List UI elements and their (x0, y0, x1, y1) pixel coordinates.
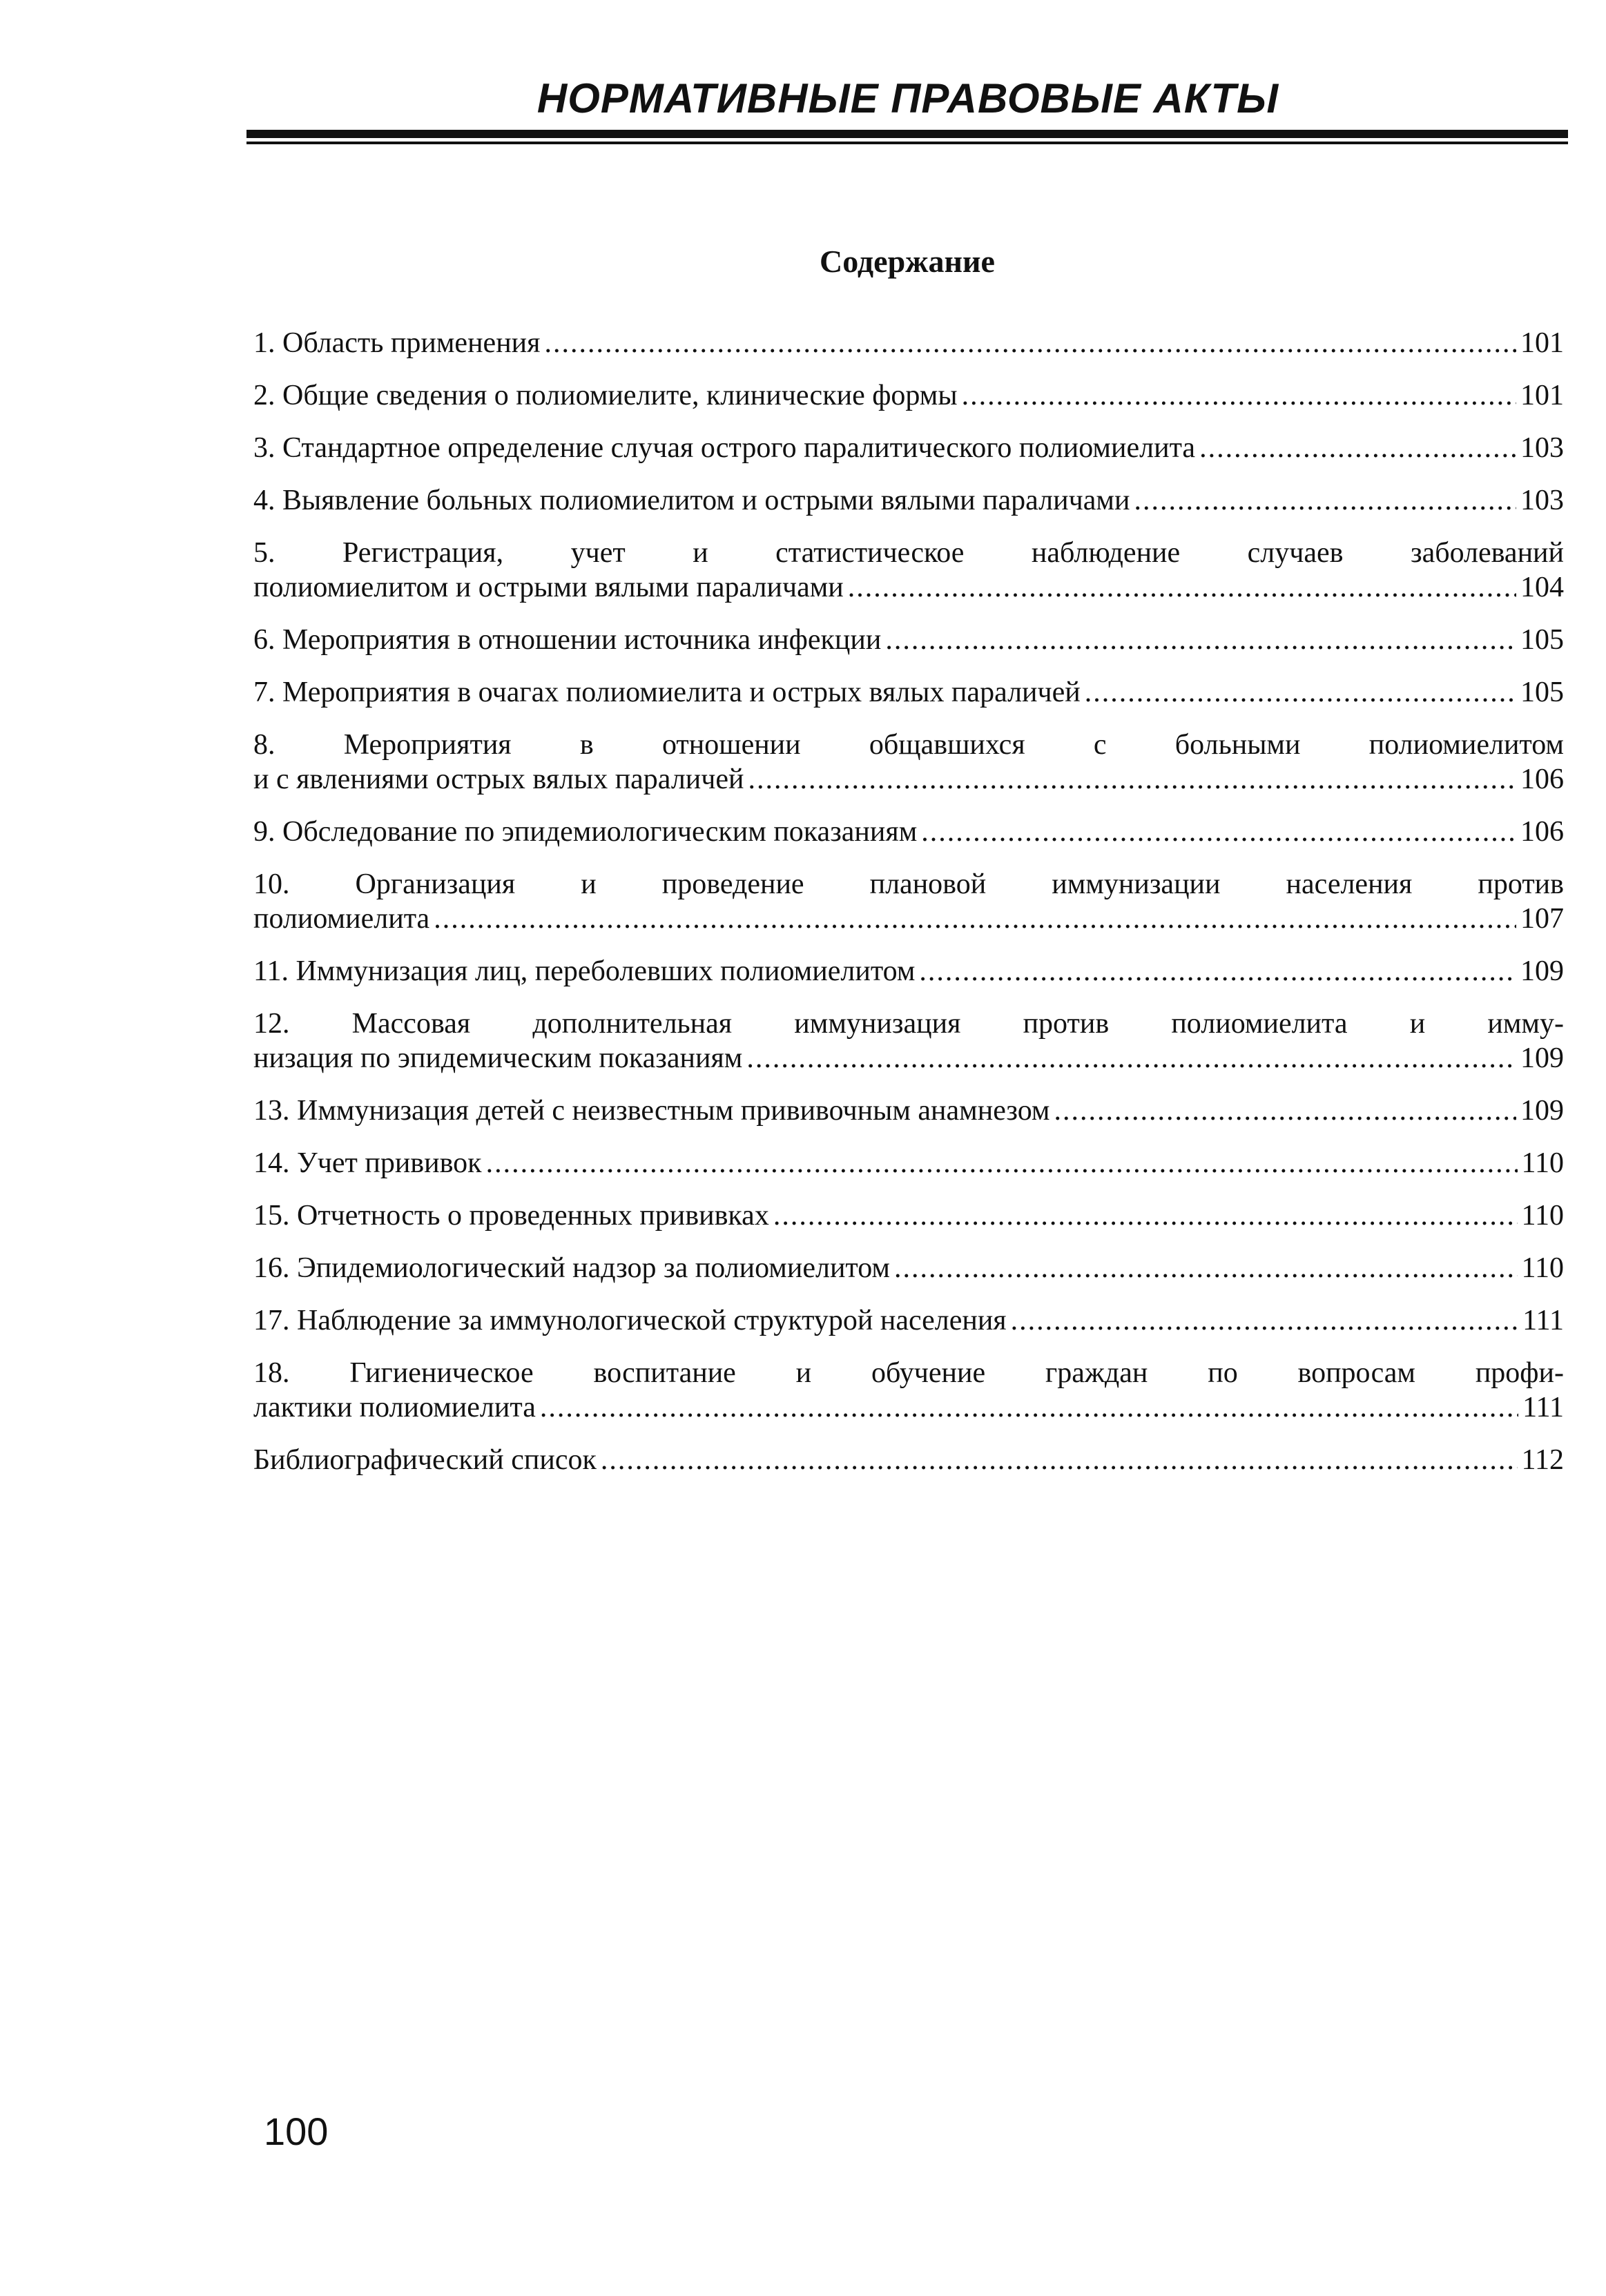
toc-entry-title: 2. Общие сведения о полиомиелите, клинические формы (253, 380, 958, 411)
toc-title: Содержание (820, 244, 995, 279)
toc-entry-row (253, 1093, 1564, 1128)
toc-entry-row (253, 326, 1564, 360)
toc-leader-dots (1134, 483, 1516, 518)
toc-leader-dots (921, 815, 1516, 849)
toc-entry-page: 109 (1520, 1042, 1564, 1074)
toc-entry-row (253, 902, 1564, 936)
toc-leader-dots (434, 902, 1516, 936)
toc-entry-page: 105 (1520, 677, 1564, 708)
toc-entry-page: 111 (1522, 1392, 1564, 1423)
toc-entry (253, 1251, 1564, 1285)
toc-entry (253, 867, 1564, 936)
toc-entry-row (253, 378, 1564, 413)
toc-entry-page: 105 (1520, 624, 1564, 656)
toc-entry-title: Библиографический список (253, 1444, 597, 1476)
toc-entry-row (253, 623, 1564, 657)
toc-entry-page: 106 (1520, 816, 1564, 848)
toc-entry-page: 103 (1520, 485, 1564, 516)
toc-entry (253, 815, 1564, 849)
toc-leader-dots (885, 623, 1516, 657)
toc-entry-row (253, 1198, 1564, 1233)
toc-leader-dots (540, 1390, 1518, 1425)
toc-entry (253, 326, 1564, 360)
header-rule-thin (246, 142, 1568, 144)
toc-entry-title: низация по эпидемическим показаниям (253, 1042, 743, 1074)
page-number: 100 (264, 2110, 329, 2153)
toc-entry-title: 7. Мероприятия в очагах полиомиелита и острых вялых параличей (253, 677, 1081, 708)
toc-entry-page: 109 (1520, 955, 1564, 987)
toc-entry (253, 675, 1564, 710)
toc-leader-dots (1054, 1093, 1516, 1128)
toc-entry-title: 13. Иммунизация детей с неизвестным прививочным анамнезом (253, 1095, 1050, 1127)
toc-entry-row (253, 570, 1564, 605)
toc-entry-page: 104 (1520, 572, 1564, 603)
toc-entry-row (253, 483, 1564, 518)
toc-entry-title: 3. Стандартное определение случая острого паралитического полиомиелита (253, 432, 1196, 464)
toc-entry-row (253, 1390, 1564, 1425)
toc-entry-title: 4. Выявление больных полиомиелитом и острыми вялыми параличами (253, 485, 1130, 516)
toc-leader-dots (748, 762, 1517, 797)
toc-leader-dots (601, 1443, 1518, 1477)
toc-entry-page: 101 (1520, 327, 1564, 359)
toc-entry-title: 17. Наблюдение за иммунологической структурой населения (253, 1305, 1007, 1336)
toc-entry (253, 431, 1564, 465)
toc-entry (253, 728, 1564, 797)
toc-entry-page: 110 (1521, 1252, 1564, 1284)
toc-entry-page: 101 (1520, 380, 1564, 411)
toc-entry (253, 1356, 1564, 1425)
toc-entry-row (253, 1303, 1564, 1338)
toc-entry-title: и с явлениями острых вялых параличей (253, 763, 744, 795)
toc-entry-first-line: 18. Гигиеническое воспитание и обучение граждан по вопросам профи- (253, 1357, 1564, 1389)
toc-leader-dots (1085, 675, 1516, 710)
running-header: НОРМАТИВНЫЕ ПРАВОВЫЕ АКТЫ (536, 75, 1279, 121)
toc-entry-title: 6. Мероприятия в отношении источника инфекции (253, 624, 882, 656)
toc-leader-dots (962, 378, 1516, 413)
toc-entry (253, 954, 1564, 989)
toc-leader-dots (1199, 431, 1516, 465)
toc-entry-title: 9. Обследование по эпидемиологическим показаниям (253, 816, 918, 848)
toc-entry-title: 16. Эпидемиологический надзор за полиомиелитом (253, 1252, 891, 1284)
toc-entry-page: 107 (1520, 903, 1564, 935)
toc-entry (253, 1093, 1564, 1128)
toc-entry-row (253, 1443, 1564, 1477)
toc-entry-row (253, 815, 1564, 849)
toc-entry-page: 109 (1520, 1095, 1564, 1127)
toc-entry (253, 623, 1564, 657)
toc-entry-page: 103 (1520, 432, 1564, 464)
toc-leader-dots (919, 954, 1516, 989)
toc-entry-title: 15. Отчетность о проведенных прививках (253, 1200, 769, 1232)
toc-entry (253, 1198, 1564, 1233)
toc-entry-title: 14. Учет прививок (253, 1147, 482, 1179)
toc-entry-page: 111 (1522, 1305, 1564, 1336)
toc-entry-row (253, 954, 1564, 989)
toc-entry (253, 483, 1564, 518)
toc-entry (253, 378, 1564, 413)
toc-entry-row (253, 1146, 1564, 1180)
toc-entry-page: 110 (1521, 1147, 1564, 1179)
toc-entry (253, 1006, 1564, 1076)
toc-entry-row (253, 675, 1564, 710)
toc-entry-row (253, 762, 1564, 797)
toc-entry-title: лактики полиомиелита (253, 1392, 536, 1423)
toc-leader-dots (773, 1198, 1518, 1233)
toc-entry (253, 1443, 1564, 1477)
toc-entry-page: 110 (1521, 1200, 1564, 1232)
toc-leader-dots (544, 326, 1516, 360)
toc-entry-title: полиомиелитом и острыми вялыми параличами (253, 572, 844, 603)
toc-entry-page: 106 (1520, 763, 1564, 795)
toc-entry-title: 1. Область применения (253, 327, 541, 359)
toc-leader-dots (1011, 1303, 1518, 1338)
toc-entry-first-line: 10. Организация и проведение плановой иммунизации населения против (253, 868, 1564, 900)
toc-entry-first-line: 5. Регистрация, учет и статистическое наблюдение случаев заболеваний (253, 537, 1564, 569)
toc-leader-dots (848, 570, 1516, 605)
toc-entry (253, 1303, 1564, 1338)
toc-list (253, 326, 1564, 1495)
toc-entry (253, 536, 1564, 605)
toc-entry-first-line: 12. Массовая дополнительная иммунизация против полиомиелита и имму- (253, 1008, 1564, 1040)
toc-leader-dots (894, 1251, 1518, 1285)
toc-entry-row (253, 1041, 1564, 1076)
toc-entry-title: полиомиелита (253, 903, 430, 935)
toc-entry-first-line: 8. Мероприятия в отношении общавшихся с больными полиомиелитом (253, 729, 1564, 761)
toc-entry-title: 11. Иммунизация лиц, переболевших полиомиелитом (253, 955, 916, 987)
toc-entry-row (253, 1251, 1564, 1285)
header-rule-thick (246, 130, 1568, 138)
toc-leader-dots (486, 1146, 1518, 1180)
toc-leader-dots (746, 1041, 1516, 1076)
toc-entry-page: 112 (1521, 1444, 1564, 1476)
toc-entry-row (253, 431, 1564, 465)
toc-entry (253, 1146, 1564, 1180)
